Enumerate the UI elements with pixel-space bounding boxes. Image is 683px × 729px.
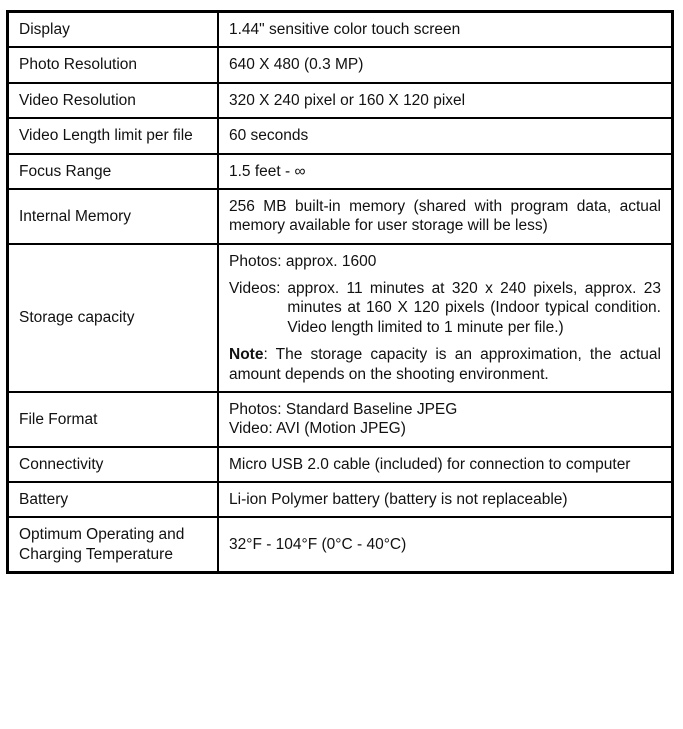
- spec-value: Micro USB 2.0 cable (included) for connection to computer: [229, 455, 631, 473]
- spec-label-cell: [8, 83, 219, 118]
- file-format-video-line: Video: AVI (Motion JPEG): [229, 420, 406, 438]
- spec-value-cell: [218, 47, 673, 82]
- spec-label: Optimum Operating and Charging Temperature: [19, 526, 185, 563]
- file-format-photos-line: Photos: Standard Baseline JPEG: [229, 400, 458, 418]
- spec-value: Li-ion Polymer battery (battery is not replaceable): [229, 491, 568, 508]
- spec-value: 640 X 480 (0.3 MP): [229, 56, 364, 74]
- table-row-focus-range: [8, 154, 673, 189]
- spec-value-cell: [218, 83, 673, 118]
- specifications-table: [6, 10, 674, 574]
- table-row-video-length-limit: [8, 118, 673, 153]
- table-row-photo-resolution: [8, 47, 673, 82]
- spec-value-cell: [218, 482, 673, 517]
- spec-label: Connectivity: [19, 455, 104, 473]
- spec-label: Video Length limit per file: [19, 127, 193, 145]
- spec-label: Internal Memory: [19, 207, 131, 225]
- spec-value: 60 seconds: [229, 127, 309, 145]
- spec-value-cell: [218, 154, 673, 189]
- spec-value: 320 X 240 pixel or 160 X 120 pixel: [229, 91, 466, 109]
- spec-label: Photo Resolution: [19, 56, 138, 74]
- spec-value: 32°F - 104°F (0°C - 40°C): [229, 536, 407, 554]
- spec-label-cell: [8, 447, 219, 482]
- storage-photos-line: Photos: approx. 1600: [229, 252, 377, 270]
- spec-label: Display: [19, 21, 70, 38]
- spec-value: 256 MB built-in memory (shared with program data, actual memory available for user storage will be less): [229, 197, 661, 235]
- table-row-storage-capacity: [8, 244, 673, 392]
- spec-value-cell: [218, 517, 673, 572]
- table-row-optimum-temperature: [8, 517, 673, 572]
- spec-label-cell: [8, 392, 219, 447]
- storage-videos-line: [229, 279, 661, 337]
- spec-value: 1.5 feet - ∞: [229, 162, 306, 180]
- spec-value-cell: [218, 244, 673, 392]
- spec-label-cell: [8, 482, 219, 517]
- spec-value-cell: [218, 189, 673, 244]
- table-row-video-resolution: [8, 83, 673, 118]
- spec-label: Battery: [19, 491, 69, 508]
- table-row-display: [8, 12, 673, 48]
- spec-label-cell: [8, 12, 219, 48]
- table-row-connectivity: [8, 447, 673, 482]
- spec-label: Focus Range: [19, 162, 112, 180]
- spec-label-cell: [8, 47, 219, 82]
- storage-note-text: : The storage capacity is an approximation, the actual amount depends on the shooting environment.: [229, 346, 661, 383]
- table-row-file-format: [8, 392, 673, 447]
- spec-label-cell: [8, 517, 219, 572]
- storage-videos-text: approx. 11 minutes at 320 x 240 pixels, approx. 23 minutes at 160 X 120 pixels (Indoor typical condition. Video length limited to 1 minute per file.): [287, 280, 661, 336]
- spec-value-cell: [218, 12, 673, 48]
- spec-label: Storage capacity: [19, 309, 135, 327]
- storage-videos-label: Videos:: [229, 280, 281, 297]
- spec-value-cell: [218, 447, 673, 482]
- spec-value-cell: [218, 118, 673, 153]
- spec-value: 1.44" sensitive color touch screen: [229, 21, 461, 38]
- storage-note-label: Note: [229, 346, 264, 364]
- spec-label: File Format: [19, 410, 98, 428]
- spec-label-cell: [8, 154, 219, 189]
- spec-label-cell: [8, 189, 219, 244]
- table-row-battery: [8, 482, 673, 517]
- storage-note: [229, 345, 661, 384]
- spec-value-cell: [218, 392, 673, 447]
- spec-label-cell: [8, 244, 219, 392]
- table-row-internal-memory: [8, 189, 673, 244]
- spec-label-cell: [8, 118, 219, 153]
- spec-label: Video Resolution: [19, 91, 136, 109]
